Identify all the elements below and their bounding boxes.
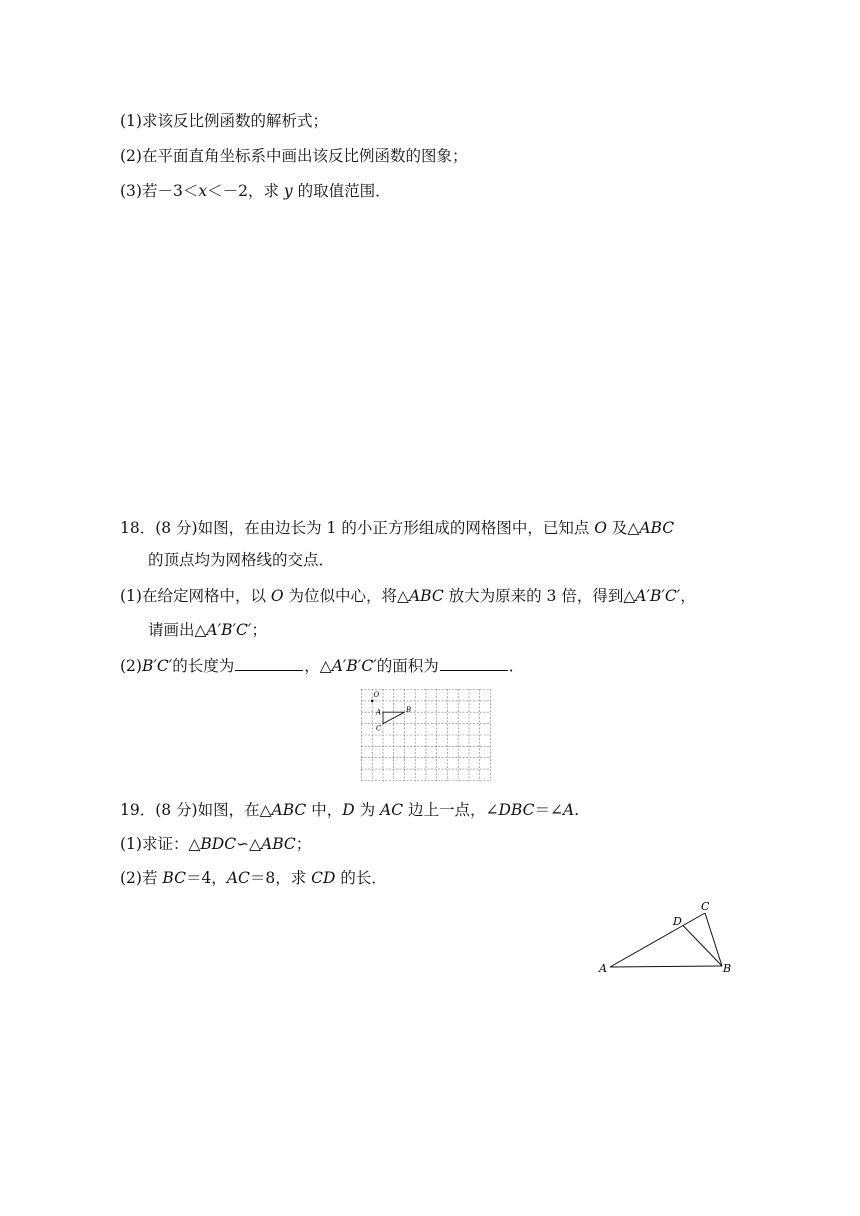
segment-bd [683, 926, 722, 967]
segment-ab [610, 966, 722, 967]
point-o [371, 700, 374, 703]
segment-bc [705, 913, 722, 966]
label-c: C [701, 900, 710, 913]
grid-figure [361, 689, 491, 786]
q18-part1-line2: 请画出△A′B′C′； [148, 621, 267, 639]
answer-blank-length[interactable] [235, 654, 303, 671]
label-o: O [373, 691, 380, 699]
q17-part2: (2)在平面直角坐标系中画出该反比例函数的图象； [120, 147, 468, 165]
q19-part2: (2)若 BC＝4，AC＝8，求 CD 的长． [120, 869, 387, 887]
q18-part2: (2)B′C′的长度为 ，△A′B′C′的面积为 ． [120, 654, 524, 676]
triangle-figure [597, 900, 737, 984]
q19-part1: (1)求证：△BDC∽△ABC； [120, 835, 312, 853]
q17-part1: (1)求该反比例函数的解析式； [120, 112, 328, 130]
label-a: A [376, 708, 382, 717]
q18-heading: 18．(8 分)如图，在由边长为 1 的小正方形组成的网格图中，已知点 O 及△ABC [120, 519, 675, 537]
q19-heading: 19．(8 分)如图，在△ABC 中，D 为 AC 边上一点，∠DBC＝∠A. [120, 801, 580, 819]
label-a: A [599, 962, 607, 975]
q18-heading-line2: 的顶点均为网格线的交点． [148, 551, 335, 569]
answer-blank-area[interactable] [440, 654, 508, 671]
segment-ac [610, 913, 705, 967]
label-d: D [673, 915, 682, 928]
label-c: C [376, 724, 382, 733]
q18-part1: (1)在给定网格中，以 O 为位似中心，将△ABC 放大为原来的 3 倍，得到△A′B′C′， [120, 587, 696, 605]
label-b: B [723, 962, 732, 975]
q17-part3: (3)若－3＜x＜－2，求 y 的取值范围． [120, 182, 391, 200]
label-b: B [406, 706, 412, 714]
